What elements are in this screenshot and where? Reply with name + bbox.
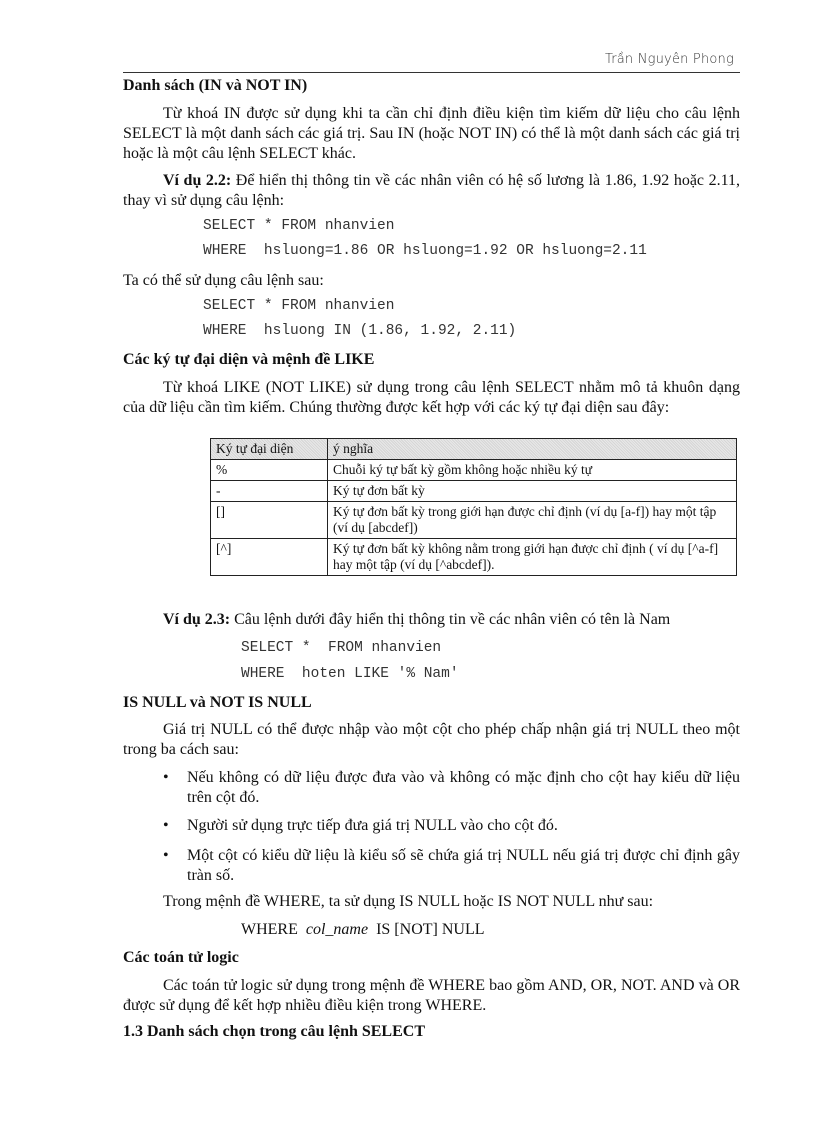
header-author: Trần Nguyên Phong [604,52,734,67]
bullet-icon: • [163,769,169,786]
heading-is-null: IS NULL và NOT IS NULL [123,694,312,711]
list-item: • Người sử dụng trực tiếp đưa giá trị NULL vào cho cột đó. [163,817,558,834]
table-row [211,460,737,481]
table-cell-meaning: Ký tự đơn bất kỳ trong giới hạn được chỉ định (ví dụ [a-f]) hay một tập (ví dụ [abcdef]) [328,502,737,539]
code3-line2: WHERE hoten LIKE '% Nam' [241,666,459,682]
heading-like: Các ký tự đại diện và mệnh đề LIKE [123,351,375,368]
syntax-col-name: col_name [305,921,369,938]
para-logic: Các toán tử logic sử dụng trong mệnh đề WHERE bao gồm AND, OR, NOT. AND và OR được sử dụng để kết hợp nhiều điều kiện trong WHERE. [123,977,740,1014]
table-cell-symbol: [^] [211,539,328,576]
alt-intro: Ta có thể sử dụng câu lệnh sau: [123,272,324,289]
code1-line1: SELECT * FROM nhanvien [203,218,395,234]
syntax-where: WHERE [241,921,298,938]
example-2-2-label: Ví dụ 2.2: [163,172,232,189]
example-2-3 [163,610,740,630]
list-item: • Nếu không có dữ liệu được đưa vào và không có mặc định cho cột hay kiểu dữ liệu trên cột đó. [163,769,740,806]
code3-line1: SELECT * FROM nhanvien [241,640,442,656]
bullet-icon: • [163,817,169,834]
syntax-rest: IS [NOT] NULL [376,921,485,938]
para-in-description: Từ khoá IN được sử dụng khi ta cần chỉ định điều kiện tìm kiếm dữ liệu cho câu lệnh SELECT là một danh sách các giá trị. Sau IN (hoặc NOT IN) có thể là một danh sách các giá trị hoặc là một câu lệnh SELECT khác. [123,105,740,162]
table-cell-symbol: % [211,460,328,481]
code2-line1: SELECT * FROM nhanvien [203,298,395,314]
table-cell-symbol: [] [211,502,328,539]
para-like-description: Từ khoá LIKE (NOT LIKE) sử dụng trong câu lệnh SELECT nhằm mô tả khuôn dạng của dữ liệu cần tìm kiếm. Chúng thường được kết hợp với các ký tự đại diện sau đây: [123,379,740,416]
bullet-icon: • [163,847,169,864]
table-cell-meaning: Ký tự đơn bất kỳ [328,481,737,502]
table-header-cell: ý nghĩa [328,439,737,460]
table-header-cell: Ký tự đại diện [211,439,328,460]
example-2-2 [123,171,740,211]
heading-in-not-in: Danh sách (IN và NOT IN) [123,77,308,94]
table-row [211,481,737,502]
code1-line2: WHERE hsluong=1.86 OR hsluong=1.92 OR hsluong=2.11 [203,243,647,259]
wildcard-table [210,438,737,576]
list-item: • Một cột có kiểu dữ liệu là kiểu số sẽ chứa giá trị NULL nếu giá trị được chỉ định gây tràn số. [163,847,740,884]
table-cell-meaning: Ký tự đơn bất kỳ không nằm trong giới hạn được chỉ định ( ví dụ [^a-f] hay một tập (ví dụ [^abcdef]). [328,539,737,576]
table-cell-meaning: Chuỗi ký tự bất kỳ gồm không hoặc nhiều ký tự [328,460,737,481]
code2-line2: WHERE hsluong IN (1.86, 1.92, 2.11) [203,323,517,339]
heading-logic-operators: Các toán tử logic [123,949,239,966]
page-header [123,50,740,73]
where-null-intro: Trong mệnh đề WHERE, ta sử dụng IS NULL hoặc IS NOT NULL như sau: [163,893,654,910]
null-syntax [241,920,641,940]
example-2-3-text: Câu lệnh dưới đây hiển thị thông tin về các nhân viên có tên là Nam [230,611,671,628]
table-row [211,502,737,539]
table-header-row [211,439,737,460]
para-null-description: Giá trị NULL có thể được nhập vào một cột cho phép chấp nhận giá trị NULL theo một trong ba cách sau: [123,721,740,758]
table-cell-symbol: - [211,481,328,502]
example-2-2-text: Để hiển thị thông tin về các nhân viên có hệ số lương là 1.86, 1.92 hoặc 2.11, thay vì sử dụng câu lệnh: [123,172,740,209]
example-2-3-label: Ví dụ 2.3: [163,611,231,628]
heading-select-list: 1.3 Danh sách chọn trong câu lệnh SELECT [123,1023,425,1040]
table-row [211,539,737,576]
